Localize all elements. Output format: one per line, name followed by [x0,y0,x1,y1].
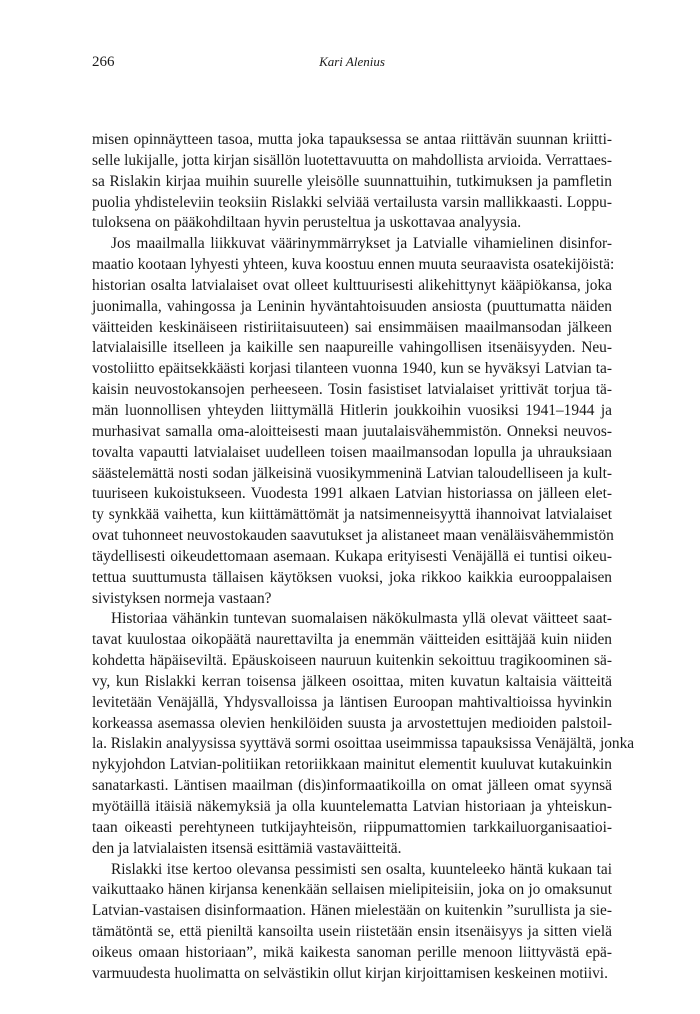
text-line: vy, kun Rislakki kerran toisensa jälkeen osoittaa, miten kuvatun kaltaisia väitteitä [92,672,612,690]
text-line: taan oikeasti perehtyneen tutkijayhteisön, riippumattomien tarkkailuorganisaatioi- [92,818,612,836]
text-line: kohdetta häpäiseviltä. Epäuskoiseen nauruun kuitenkin sekoittuu tragikoominen sä- [92,652,612,670]
text-line: sa Rislakin kirjaa muihin suurelle yleisölle suunnattuihin, tutkimuksen ja pamfletin [92,172,612,190]
text-line: la. Rislakin analyysissa syyttävä sormi osoittaa useimmissa tapauksissa Venäjältä, jonka [92,735,635,753]
running-head [92,54,612,74]
text-line: vaikuttaako hänen kirjansa kenenkään sellaisen mielipiteisiin, joka on jo omaksunut [92,881,612,899]
text-line: Jos maailmalla liikkuvat väärinymmärrykset ja Latvialle vihamielinen disinfor- [111,235,612,253]
text-line: latvialaisille itselleen ja kaikille sen naapureille vahingollisen itsenäisyyden. Neu- [92,339,612,357]
text-line: Rislakki itse kertoo olevansa pessimisti sen osalta, kuunteleeko häntä kukaan tai [111,860,612,878]
text-line: vostoliitto epäitsekkäästi korjasi tilanteen vuonna 1940, kun se hyväksyi Latvian ta- [92,360,612,378]
text-line: murhasivat samalla oma-aloitteisesti maan juutalaisvähemmistön. Onneksi neuvos- [92,422,612,440]
page-number: 266 [92,54,115,70]
text-line: myötäillä itäisiä näkemyksiä ja olla kuuntelematta Latvian historiaan ja yhteiskun- [92,798,612,815]
text-line: tuuriseen kukoistukseen. Vuodesta 1991 alkaen Latvian historiassa on jälleen elet- [92,485,612,503]
text-line: maatio kootaan lyhyesti yhteen, kuva koostuu ennen muuta seuraavista osatekijöistä: [92,256,615,274]
body-text [92,130,635,985]
text-line: den ja latvialaisten itsensä esittämiä vastaväitteitä. [92,839,402,857]
text-line: korkeassa asemassa olevien henkilöiden suusta ja arvostettujen medioiden palstoil- [92,714,612,732]
text-line: väitteiden keskinäiseen ristiriitaisuuteen) sai ensimmäisen maailmansodan jälkeen [92,318,612,336]
text-line: nykyjohdon Latvian-politiikan retoriikkaan mainitut elementit kuuluvat kutakuinkin [92,756,612,774]
text-line: kaisin neuvostokansojen perheeseen. Tosin fasistiset latvialaiset yrittivät torjua tä- [92,381,612,399]
text-line: tettua suuttumusta tällaisen käytöksen vuoksi, joka rikkoo kaikkia eurooppalaisen [92,568,612,586]
paragraph [92,609,635,859]
text-line: oikeus omaan historiaan”, mikä kaikesta sanoman perille menoon liittyvästä epä- [92,943,612,961]
text-line: ty synkkää vaihetta, kun kiittämättömät ja natsimenneisyyttä ihannoivat latvialaiset [92,506,612,524]
text-line: tavat kuulostaa oikopäätä naurettavilta ja enemmän väitteiden esittäjää kuin niiden [92,631,612,649]
text-line: män luonnollisen yhteyden liittymällä Hitlerin joukkoihin vuosiksi 1941–1944 ja [92,401,612,419]
text-line: selle lukijalle, jotta kirjan sisällön luotettavuutta on mahdollista arvioida. Verrattaes- [92,151,612,169]
text-line: täydellisesti oikeudettomaan asemaan. Kukapa erityisesti Venäjällä ei tuntisi oikeu- [92,547,612,565]
text-line: tuloksena on pääkohdiltaan hyvin perusteltua ja uskottavaa analyysia. [92,214,522,232]
text-line: puolia yhdisteleviin teoksiin Rislakki selviää vertailusta varsin mallikkaasti. Loppu- [92,193,612,211]
paragraph [92,860,612,985]
running-title-author: Kari Alenius [319,54,385,69]
text-line: säästelemättä nosti sodan jälkeisinä vuosikymmeninä Latvian taloudelliseen ja kult- [92,464,612,482]
text-line: tämätöntä se, että pieniltä kansoilta usein riistetään ensin itsenäisyys ja sitten vielä [92,923,612,941]
text-line: Historiaa vähänkin tuntevan suomalaisen näkökulmasta yllä olevat väitteet saat- [111,610,612,628]
text-line: varmuudesta huolimatta on selvästikin ollut kirjan kirjoittamisen keskeinen motiivi. [92,964,608,982]
text-line: historian osalta latvialaiset ovat olleet kulttuurisesti alikehittynyt kääpiökansa, joka [92,276,612,294]
text-line: sanatarkasti. Läntisen maailman (dis)informaatikoilla on omat jälleen omat syynsä [92,777,612,795]
paragraph [92,234,615,609]
text-line: levitetään Venäjällä, Yhdysvalloissa ja läntisen Euroopan mahtivaltioissa hyvinkin [92,693,612,711]
text-line: tovalta vapautti latvialaiset uudelleen toisen maailmansodan lopulla ja uhrauksiaan [92,443,612,461]
text-line: ovat tuhonneet neuvostokauden saavutukset ja alistaneet maan venäläisvähemmistön [92,527,614,545]
text-line: sivistyksen normeja vastaan? [92,589,272,607]
paragraph [92,130,612,234]
text-line: juonimalla, vahingossa ja Leninin hyväntahtoisuuden ansiosta (puuttumatta näiden [92,297,612,315]
text-line: Latvian-vastaisen disinformaation. Hänen mielestään on kuitenkin ”surullista ja sie- [92,902,612,920]
text-line: misen opinnäytteen tasoa, mutta joka tapauksessa se antaa riittävän suunnan kriitti- [92,131,612,148]
